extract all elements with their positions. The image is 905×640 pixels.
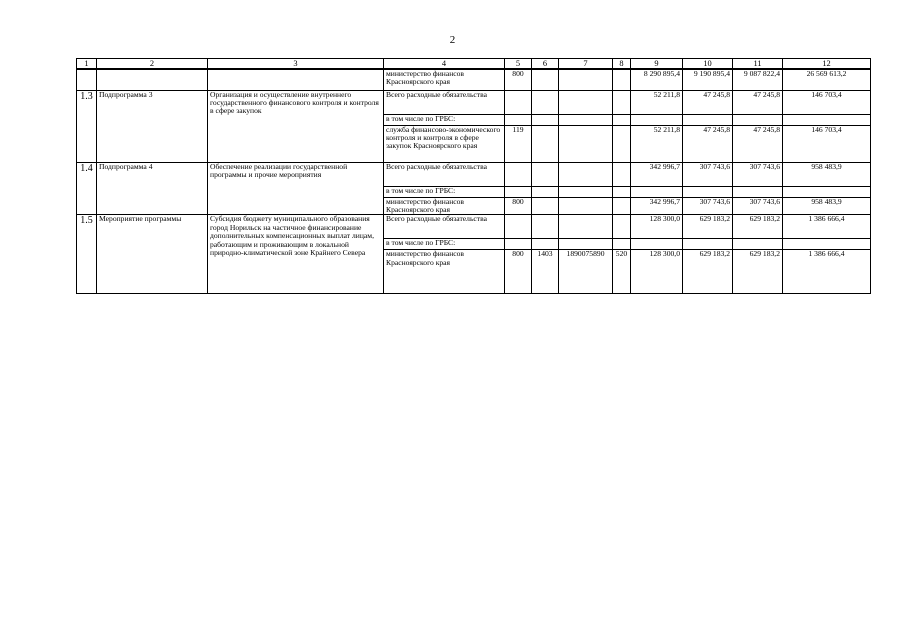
section-index: 1.5 [77, 215, 97, 294]
section-index: 1.3 [77, 90, 97, 162]
amount-year3-cell: 629 183,2 [733, 215, 783, 239]
code-rzpr-cell [532, 215, 559, 239]
header-cell-12: 12 [783, 59, 871, 70]
section-name: Субсидия бюджету муниципального образования город Норильск на частичное финансирование дополнительных компенсационных выплат лицам, работающим и проживающим в локальной природно-климатической зоне Крайнего Севера [208, 215, 384, 294]
section-name: Организация и осуществление внутреннего государственного финансового контроля и контроля в сфере закупок [208, 90, 384, 162]
header-cell-9: 9 [631, 59, 683, 70]
amount-total-cell: 146 703,4 [783, 125, 871, 162]
section-row [77, 162, 871, 186]
section-name: Обеспечение реализации государственной программы и прочие мероприятия [208, 162, 384, 215]
code-vr-cell [613, 125, 631, 162]
amount-total-cell [783, 186, 871, 197]
grbs-cell: Всего расходные обязательства [384, 215, 505, 239]
code-csr-cell [559, 162, 613, 186]
grbs-cell: Всего расходные обязательства [384, 90, 505, 114]
header-cell-2: 2 [97, 59, 208, 70]
name-cell [208, 69, 384, 90]
code-csr-cell [559, 215, 613, 239]
code-rzpr-cell [532, 90, 559, 114]
grbs-cell: министерство финансов Красноярского края [384, 250, 505, 294]
amount-year2-cell: 307 743,6 [683, 162, 733, 186]
code-vr-cell [613, 162, 631, 186]
amount-total-cell: 146 703,4 [783, 90, 871, 114]
amount-year2-cell [683, 114, 733, 125]
code-grbs-cell [505, 186, 532, 197]
code-rzpr-cell [532, 69, 559, 90]
code-csr-cell [559, 197, 613, 215]
code-csr-cell [559, 114, 613, 125]
section-status: Подпрограмма 4 [97, 162, 208, 215]
amount-year2-cell: 629 183,2 [683, 215, 733, 239]
amount-year3-cell: 307 743,6 [733, 162, 783, 186]
amount-year1-cell: 52 211,8 [631, 125, 683, 162]
section-row [77, 215, 871, 239]
header-cell-6: 6 [532, 59, 559, 70]
amount-total-cell: 958 483,9 [783, 197, 871, 215]
amount-year3-cell [733, 114, 783, 125]
code-grbs-cell [505, 215, 532, 239]
budget-table [76, 58, 871, 294]
section-index: 1.4 [77, 162, 97, 215]
amount-year3-cell: 47 245,8 [733, 125, 783, 162]
amount-total-cell [783, 114, 871, 125]
amount-total-cell: 1 386 666,4 [783, 215, 871, 239]
status-cell [97, 69, 208, 90]
header-cell-4: 4 [384, 59, 505, 70]
header-row [77, 59, 871, 70]
amount-year2-cell: 629 183,2 [683, 250, 733, 294]
code-grbs-cell [505, 90, 532, 114]
amount-year2-cell [683, 239, 733, 250]
code-csr-cell [559, 69, 613, 90]
code-rzpr-cell [532, 114, 559, 125]
code-vr-cell [613, 186, 631, 197]
code-rzpr-cell [532, 162, 559, 186]
grbs-cell: Всего расходные обязательства [384, 162, 505, 186]
header-cell-7: 7 [559, 59, 613, 70]
amount-year3-cell: 307 743,6 [733, 197, 783, 215]
amount-year1-cell: 342 996,7 [631, 162, 683, 186]
grbs-cell: министерство финансов Красноярского края [384, 69, 505, 90]
code-grbs-cell: 800 [505, 69, 532, 90]
amount-year3-cell: 9 087 822,4 [733, 69, 783, 90]
code-vr-cell [613, 239, 631, 250]
amount-year2-cell: 47 245,8 [683, 125, 733, 162]
code-rzpr-cell: 1403 [532, 250, 559, 294]
page-number: 2 [449, 34, 456, 46]
code-csr-cell [559, 239, 613, 250]
amount-year2-cell: 47 245,8 [683, 90, 733, 114]
grbs-cell: в том числе по ГРБС: [384, 186, 505, 197]
code-vr-cell [613, 114, 631, 125]
code-rzpr-cell [532, 125, 559, 162]
code-rzpr-cell [532, 186, 559, 197]
amount-year3-cell [733, 239, 783, 250]
code-grbs-cell [505, 239, 532, 250]
code-csr-cell: 1890075890 [559, 250, 613, 294]
amount-year1-cell [631, 186, 683, 197]
amount-year1-cell: 52 211,8 [631, 90, 683, 114]
amount-total-cell [783, 239, 871, 250]
code-grbs-cell: 800 [505, 250, 532, 294]
code-csr-cell [559, 90, 613, 114]
grbs-cell: в том числе по ГРБС: [384, 239, 505, 250]
section-status: Мероприятие программы [97, 215, 208, 294]
section-row [77, 90, 871, 114]
header-cell-1: 1 [77, 59, 97, 70]
amount-total-cell: 958 483,9 [783, 162, 871, 186]
amount-year3-cell [733, 186, 783, 197]
code-vr-cell [613, 197, 631, 215]
code-grbs-cell: 800 [505, 197, 532, 215]
header-cell-3: 3 [208, 59, 384, 70]
amount-year3-cell: 47 245,8 [733, 90, 783, 114]
grbs-cell: в том числе по ГРБС: [384, 114, 505, 125]
amount-year2-cell [683, 186, 733, 197]
header-cell-10: 10 [683, 59, 733, 70]
index-cell [77, 69, 97, 90]
amount-year1-cell [631, 239, 683, 250]
amount-total-cell: 26 569 613,2 [783, 69, 871, 90]
code-vr-cell: 520 [613, 250, 631, 294]
amount-year1-cell [631, 114, 683, 125]
amount-year2-cell: 9 190 895,4 [683, 69, 733, 90]
code-grbs-cell [505, 162, 532, 186]
code-grbs-cell [505, 114, 532, 125]
code-grbs-cell: 119 [505, 125, 532, 162]
header-cell-8: 8 [613, 59, 631, 70]
code-rzpr-cell [532, 197, 559, 215]
code-vr-cell [613, 69, 631, 90]
header-cell-11: 11 [733, 59, 783, 70]
amount-year2-cell: 307 743,6 [683, 197, 733, 215]
amount-year1-cell: 128 300,0 [631, 250, 683, 294]
amount-year1-cell: 342 996,7 [631, 197, 683, 215]
grbs-cell: служба финансово-экономического контроля и контроля в сфере закупок Красноярского края [384, 125, 505, 162]
code-csr-cell [559, 125, 613, 162]
continuation-row [77, 69, 871, 90]
amount-year3-cell: 629 183,2 [733, 250, 783, 294]
header-cell-5: 5 [505, 59, 532, 70]
code-rzpr-cell [532, 239, 559, 250]
section-status: Подпрограмма 3 [97, 90, 208, 162]
amount-year1-cell: 8 290 895,4 [631, 69, 683, 90]
code-csr-cell [559, 186, 613, 197]
code-vr-cell [613, 215, 631, 239]
grbs-cell: министерство финансов Красноярского края [384, 197, 505, 215]
amount-total-cell: 1 386 666,4 [783, 250, 871, 294]
code-vr-cell [613, 90, 631, 114]
amount-year1-cell: 128 300,0 [631, 215, 683, 239]
